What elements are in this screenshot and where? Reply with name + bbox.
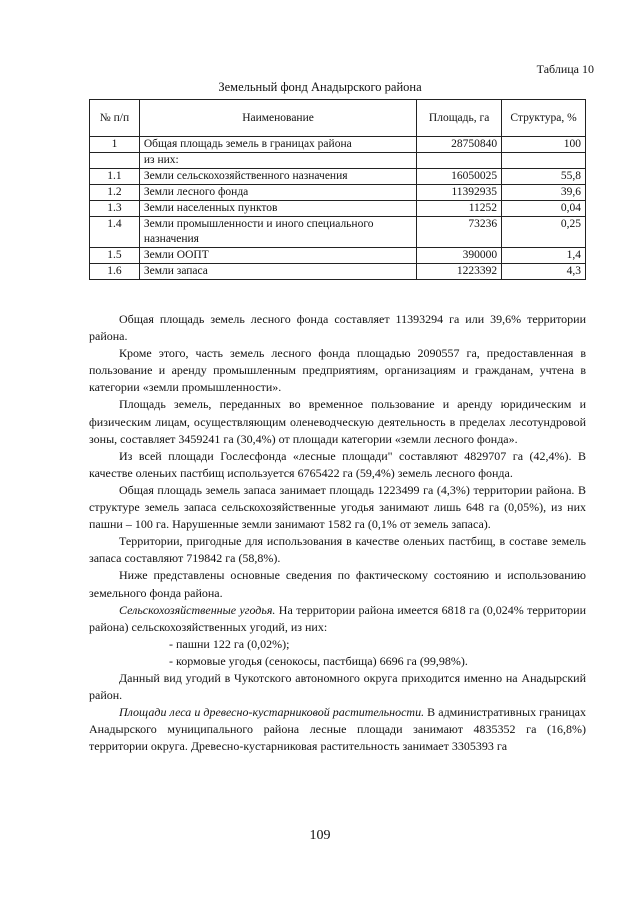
row-structure: 0,25 (502, 217, 586, 248)
body-text (89, 311, 586, 755)
paragraph: Общая площадь земель запаса занимает площадь 1223499 га (4,3%) территории района. В структуре земель запаса сельскохозяйственные угодья занимают лишь 648 га (0,05%), из них пашни – 100 га. Нарушенные земли занимают 1582 га (0,1% от земель запаса). (89, 482, 586, 532)
list-item: - кормовые угодья (сенокосы, пастбища) 6696 га (99,98%). (169, 653, 468, 668)
row-structure: 100 (502, 137, 586, 153)
paragraph: Ниже представлены основные сведения по фактическому состоянию и использованию земельного фонда района. (89, 568, 586, 600)
paragraph-text: В административных границах Анадырского муниципального района лесные площади занимают 4835352 га (16,8%) территории округа. Древесно-кустарниковая растительность занимает 3305393 га (89, 705, 586, 754)
row-area: 11392935 (417, 185, 502, 201)
table-row (90, 264, 586, 280)
row-structure: 0,04 (502, 201, 586, 217)
paragraph: Из всей площади Гослесфонда «лесные площади" составляют 4829707 га (42,4%). В качестве оленьих пастбищ используется 6765422 га (59,4%) земель лесного фонда. (89, 448, 586, 480)
row-structure: 1,4 (502, 248, 586, 264)
table-row (90, 137, 586, 153)
table-row (90, 217, 586, 248)
table-row (90, 248, 586, 264)
paragraph: Общая площадь земель лесного фонда составляет 11393294 га или 39,6% территории района. (89, 312, 586, 344)
header-structure: Структура, % (502, 100, 586, 137)
row-number: 1.2 (90, 185, 140, 201)
header-number: № п/п (90, 100, 140, 137)
paragraph-text: На территории района имеется 6818 га (0,024% территории района) сельскохозяйственных угодий, из них: (89, 602, 586, 634)
table-title: Земельный фонд Анадырского района (218, 80, 422, 94)
row-area: 28750840 (417, 137, 502, 153)
row-name: Земли ООПТ (139, 248, 416, 264)
table-row (90, 201, 586, 217)
table-label: Таблица 10 (536, 62, 594, 76)
row-name: Земли промышленности и иного специального назначения (139, 217, 416, 248)
paragraph: Территории, пригодные для использования в качестве оленьих пастбищ, в составе земель запаса составляют 719842 га (58,8%). (89, 534, 586, 566)
paragraph: Кроме этого, часть земель лесного фонда площадью 2090557 га, предоставленная в пользование и аренду промышленным предприятиям, организациям и гражданам, учтена в категории «земли промышленности». (89, 346, 586, 395)
page-number: 109 (309, 828, 331, 843)
row-number: 1.5 (90, 248, 140, 264)
paragraph: Данный вид угодий в Чукотского автономного округа приходится именно на Анадырский район. (89, 670, 586, 703)
row-area: 73236 (417, 217, 502, 248)
paragraph: Площадь земель, переданных во временное пользование и аренду юридическим и физическим лицам, осуществляющим оленеводческую деятельность в пределах лесотундровой зоны, составляет 3459241 га (30,4%) от площади категории «земли лесного фонда». (89, 397, 586, 446)
row-area (417, 153, 502, 169)
row-name: Земли запаса (139, 264, 416, 280)
row-number: 1.3 (90, 201, 140, 217)
table-row (90, 153, 586, 169)
row-number: 1.4 (90, 217, 140, 248)
paragraph (89, 602, 586, 636)
list-item: - пашни 122 га (0,02%); (169, 636, 290, 651)
row-structure: 39,6 (502, 185, 586, 201)
row-name: Земли сельскохозяйственного назначения (139, 169, 416, 185)
table-row (90, 169, 586, 185)
row-name: Земли населенных пунктов (139, 201, 416, 217)
row-structure: 55,8 (502, 169, 586, 185)
row-number: 1 (90, 137, 140, 153)
row-area: 390000 (417, 248, 502, 264)
italic-heading: Сельскохозяйственные угодья. (119, 602, 276, 617)
header-name: Наименование (139, 100, 416, 137)
row-name: из них: (139, 153, 416, 169)
italic-heading: Площади леса и древесно-кустарниковой растительности. (119, 705, 425, 720)
row-name: Общая площадь земель в границах района (139, 137, 416, 153)
row-structure (502, 153, 586, 169)
paragraph (89, 704, 586, 755)
table-header-row (90, 100, 586, 137)
row-area: 11252 (417, 201, 502, 217)
land-fund-table (89, 99, 586, 280)
row-number: 1.1 (90, 169, 140, 185)
row-area: 1223392 (417, 264, 502, 280)
row-number: 1.6 (90, 264, 140, 280)
table-row (90, 185, 586, 201)
row-area: 16050025 (417, 169, 502, 185)
row-structure: 4,3 (502, 264, 586, 280)
row-number (90, 153, 140, 169)
row-name: Земли лесного фонда (139, 185, 416, 201)
header-area: Площадь, га (417, 100, 502, 137)
